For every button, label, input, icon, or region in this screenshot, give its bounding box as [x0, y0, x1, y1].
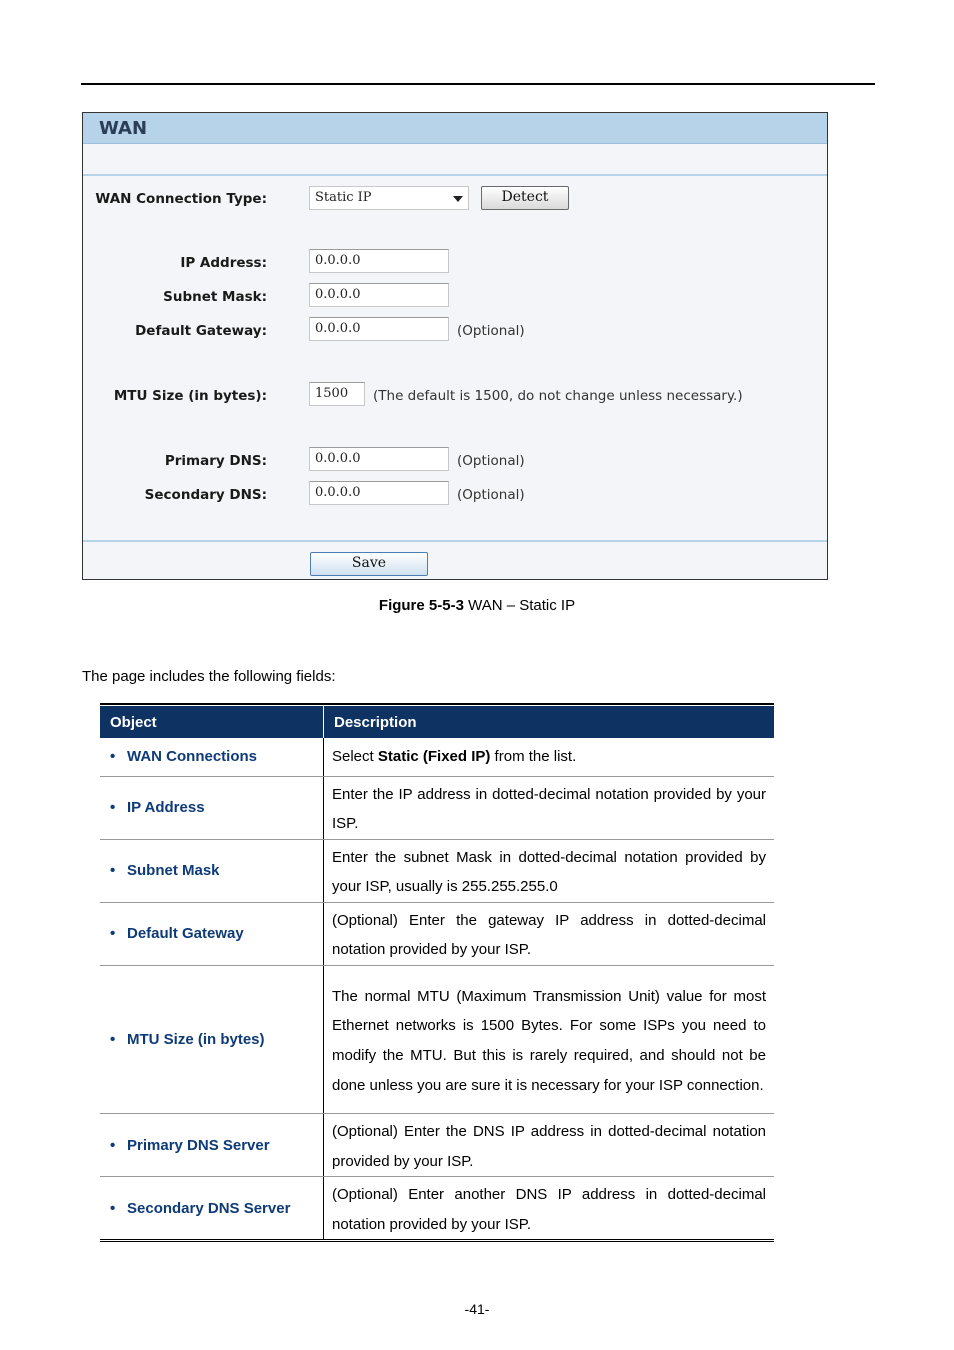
- table-row: [100, 902, 774, 965]
- intro-text: The page includes the following fields:: [82, 668, 336, 685]
- object-cell: [100, 776, 324, 839]
- subnet-mask-label: Subnet Mask:: [163, 289, 267, 305]
- description-cell: (Optional) Enter the DNS IP address in dotted-decimal notation provided by your ISP.: [324, 1114, 775, 1177]
- object-name: MTU Size (in bytes): [127, 1031, 265, 1049]
- bullet-icon: •: [110, 1199, 116, 1217]
- panel-header: [83, 113, 827, 144]
- bullet-icon: •: [110, 1136, 116, 1154]
- table-row: [100, 1114, 774, 1177]
- object-name: WAN Connections: [127, 748, 257, 766]
- mtu-size-label: MTU Size (in bytes):: [113, 388, 267, 404]
- object-cell: [100, 902, 324, 965]
- column-header-object: Object: [100, 706, 324, 738]
- table-row: [100, 776, 774, 839]
- connection-type-value: Static IP: [315, 190, 372, 205]
- table-top-rule: [100, 703, 774, 705]
- object-name: Secondary DNS Server: [127, 1199, 291, 1217]
- save-button[interactable]: Save: [310, 552, 428, 576]
- description-cell: (Optional) Enter the gateway IP address in dotted-decimal notation provided by your ISP.: [324, 902, 775, 965]
- bullet-icon: •: [110, 748, 116, 766]
- figure-number: Figure 5-5-3: [378, 597, 464, 614]
- object-name: Default Gateway: [127, 925, 244, 943]
- secondary-dns-label: Secondary DNS:: [144, 487, 267, 503]
- panel-divider-top: [83, 174, 827, 176]
- table-row: [100, 738, 774, 776]
- secondary-dns-input[interactable]: 0.0.0.0: [309, 481, 449, 505]
- default-gateway-label: Default Gateway:: [135, 323, 267, 339]
- wan-settings-panel: [82, 112, 828, 580]
- ip-address-input[interactable]: 0.0.0.0: [309, 249, 449, 273]
- figure-caption: [0, 597, 954, 614]
- description-text: Select: [332, 747, 378, 765]
- description-cell: [324, 738, 775, 776]
- table-header-row: [100, 706, 774, 738]
- bullet-icon: •: [110, 799, 116, 817]
- description-emphasis: Static (Fixed IP): [377, 747, 491, 765]
- connection-type-label: WAN Connection Type:: [95, 191, 267, 207]
- object-cell: [100, 1177, 324, 1241]
- description-cell: The normal MTU (Maximum Transmission Unit) value for most Ethernet networks is 1500 Bytes. For some ISPs you need to modify the MTU. But this is rarely required, and should not be done unless you are sure it is necessary for your ISP connection.: [324, 966, 775, 1114]
- detect-button[interactable]: Detect: [481, 186, 569, 210]
- object-name: IP Address: [127, 799, 205, 817]
- object-cell: [100, 839, 324, 902]
- header-rule: [81, 83, 875, 85]
- description-text: from the list.: [490, 747, 577, 765]
- bullet-icon: •: [110, 925, 116, 943]
- panel-title: WAN: [99, 118, 148, 139]
- object-name: Subnet Mask: [127, 862, 220, 880]
- fields-table: [100, 706, 774, 1242]
- bullet-icon: •: [110, 1031, 116, 1049]
- secondary-dns-note: (Optional): [457, 487, 525, 503]
- object-cell: [100, 738, 324, 776]
- chevron-down-icon: [453, 196, 463, 202]
- default-gateway-input[interactable]: 0.0.0.0: [309, 317, 449, 341]
- bullet-icon: •: [110, 862, 116, 880]
- subnet-mask-input[interactable]: 0.0.0.0: [309, 283, 449, 307]
- default-gateway-note: (Optional): [457, 323, 525, 339]
- table-row: [100, 966, 774, 1114]
- object-cell: [100, 966, 324, 1114]
- mtu-size-input[interactable]: 1500: [309, 382, 365, 406]
- primary-dns-input[interactable]: 0.0.0.0: [309, 447, 449, 471]
- table-row: [100, 1177, 774, 1241]
- primary-dns-label: Primary DNS:: [164, 453, 267, 469]
- object-cell: [100, 1114, 324, 1177]
- column-header-description: Description: [324, 706, 775, 738]
- object-name: Primary DNS Server: [127, 1136, 270, 1154]
- table-row: [100, 839, 774, 902]
- ip-address-label: IP Address:: [180, 255, 267, 271]
- description-cell: Enter the IP address in dotted-decimal notation provided by your ISP.: [324, 776, 775, 839]
- description-cell: (Optional) Enter another DNS IP address in dotted-decimal notation provided by your ISP.: [324, 1177, 775, 1241]
- mtu-size-note: (The default is 1500, do not change unless necessary.): [373, 388, 743, 404]
- figure-title: WAN – Static IP: [468, 597, 576, 614]
- page-number: -41-: [464, 1301, 490, 1317]
- panel-divider-bottom: [83, 540, 827, 542]
- primary-dns-note: (Optional): [457, 453, 525, 469]
- connection-type-select[interactable]: [309, 186, 469, 210]
- description-cell: Enter the subnet Mask in dotted-decimal notation provided by your ISP, usually is 255.255.255.0: [324, 839, 775, 902]
